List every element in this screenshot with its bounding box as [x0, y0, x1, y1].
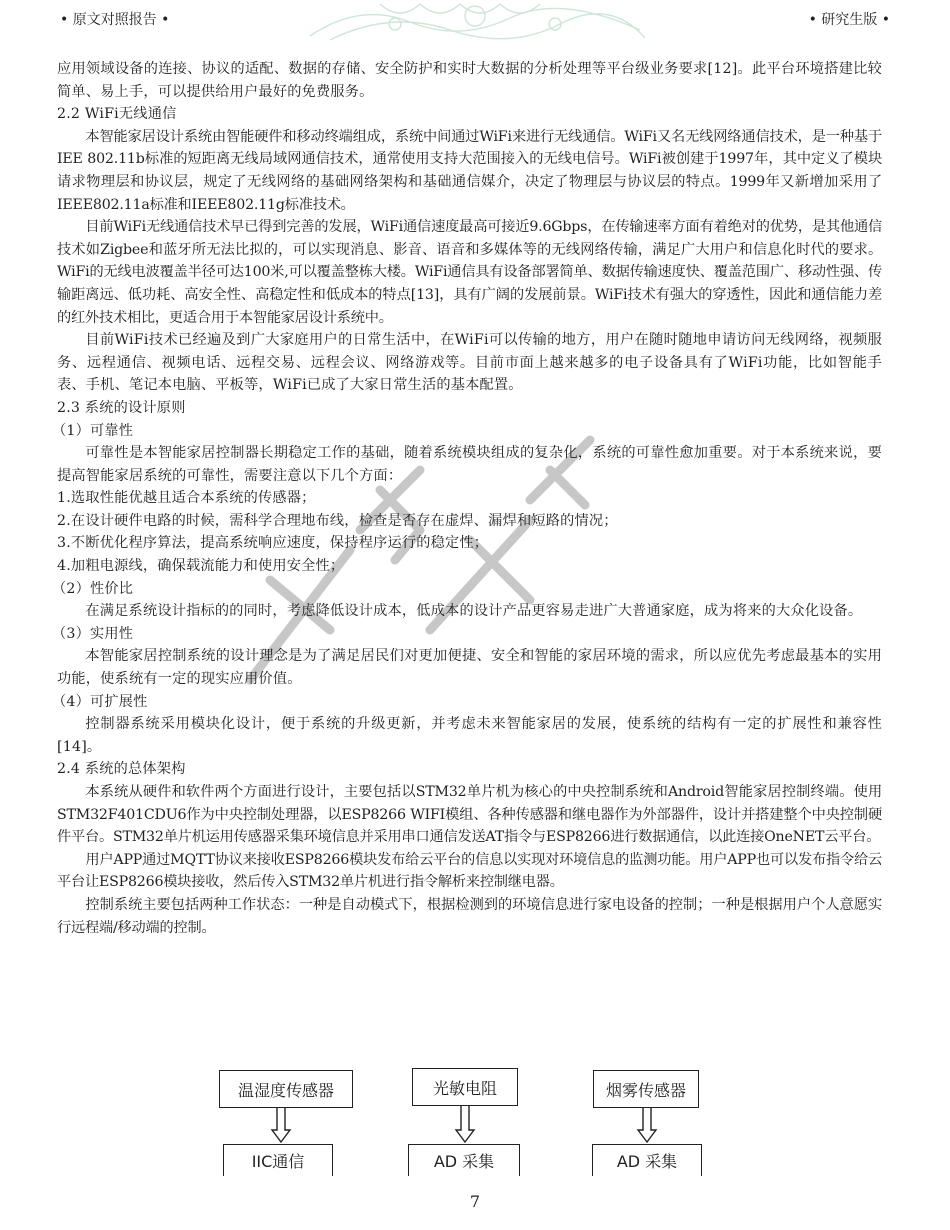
paragraph-app-mqtt: 用户APP通过MQTT协议来接收ESP8266模块发布给云平台的信息以实现对环境信息的监测功能。用户APP也可以发布指令给云平台让ESP8266模块接收，然后传入STM32单片机进行指令解析来控制继电器。: [57, 851, 882, 891]
subheading-reliability: （1）可靠性: [52, 422, 134, 439]
box-smoke-sensor: 烟雾传感器: [593, 1070, 699, 1108]
arrow-down-icon: [454, 1106, 476, 1144]
paragraph-wifi-definition: 本智能家居设计系统由智能硬件和移动终端组成，系统中间通过WiFi来进行无线通信。WiFi又名无线网络通信技术，是一种基于IEE 802.11b标准的短距离无线局域网通信技术，通常使用支持大范围接入的无线电信号。WiFi被创建于1997年，其中定义了模块请求物理层和协议层，规定了无线网络的基础网络架构和基础通信媒介，决定了物理层与协议层的特点。1999年又新增加采用了IEEE802.11a标准和IEEE802.11g标准技术。: [57, 128, 882, 213]
list-item-4: 4.加粗电源线，确保载流能力和使用安全性；: [57, 558, 345, 575]
report-header-right: • 研究生版 •: [808, 12, 890, 28]
section-heading-2-3: 2.3 系统的设计原则: [57, 399, 186, 416]
box-temp-humidity-sensor: 温湿度传感器: [219, 1070, 353, 1108]
system-block-diagram: [0, 1064, 950, 1176]
report-header-left: • 原文对照报告 •: [60, 12, 170, 28]
arrow-down-icon: [636, 1108, 658, 1144]
paragraph-cost-performance: 在满足系统设计指标的的同时，考虑降低设计成本，低成本的设计产品更容易走进广大普通家庭，成为将来的大众化设备。: [85, 603, 863, 620]
list-item-2: 2.在设计硬件电路的时候，需科学合理地布线，检查是否存在虚焊、漏焊和短路的情况；: [57, 512, 618, 529]
section-heading-2-4: 2.4 系统的总体架构: [57, 761, 186, 778]
subheading-extensibility: （4）可扩展性: [52, 693, 148, 710]
box-photoresistor: 光敏电阻: [412, 1068, 518, 1106]
paragraph-architecture: 本系统从硬件和软件两个方面进行设计，主要包括以STM32单片机为核心的中央控制系统和Android智能家居控制终端。使用STM32F401CDU6作为中央控制处理器，以ESP8266 WIFI模组、各种传感器和继电器作为外部器件，设计并搭建整个中央控制硬件平台。STM32单片机运用传感器采集环境信息并采用串口通信发送AT指令与ESP8266进行数据通信，以此连接OneNET云平台。: [57, 784, 882, 846]
list-item-1: 1.选取性能优越且适合本系统的传感器；: [57, 490, 316, 507]
paragraph-reliability: 可靠性是本智能家居控制器长期稳定工作的基础，随着系统模块组成的复杂化，系统的可靠性愈加重要。对于本系统来说，要提高智能家居系统的可靠性，需要注意以下几个方面：: [57, 445, 882, 484]
paragraph-practicality: 本智能家居控制系统的设计理念是为了满足居民们对更加便捷、安全和智能的家居环境的需求，所以应优先考虑最基本的实用功能，使系统有一定的现实应用价值。: [57, 648, 882, 688]
box-ad-acquisition-2: AD 采集: [592, 1144, 702, 1176]
box-ad-acquisition-1: AD 采集: [408, 1144, 520, 1176]
paragraph-platform-intro: 应用领域设备的连接、协议的适配、数据的存储、安全防护和实时大数据的分析处理等平台级业务要求[12]。此平台环境搭建比较简单、易上手，可以提供给用户最好的免费服务。: [57, 61, 882, 100]
paragraph-work-modes: 控制系统主要包括两种工作状态：一种是自动模式下，根据检测到的环境信息进行家电设备的控制；一种是根据用户个人意愿实行远程端/移动端的控制。: [57, 896, 882, 936]
paragraph-wifi-daily-life: 目前WiFi技术已经遍及到广大家庭用户的日常生活中，在WiFi可以传输的地方，用户在随时随地申请访问无线网络，视频服务、远程通信、视频电话、远程交易、远程会议、网络游戏等。目前市面上越来越多的电子设备具有了WiFi功能，比如智能手表、手机、笔记本电脑、平板等，WiFi已成了大家日常生活的基本配置。: [57, 332, 882, 394]
paragraph-extensibility: 控制器系统采用模块化设计，便于系统的升级更新，并考虑未来智能家居的发展，使系统的结构有一定的扩展性和兼容性[14]。: [57, 716, 882, 755]
document-body: [52, 58, 882, 939]
header-ornament: [300, 0, 650, 42]
arrow-down-icon: [270, 1108, 292, 1144]
box-iic-communication: IIC通信: [223, 1144, 333, 1176]
paragraph-wifi-advantages: 目前WiFi无线通信技术早已得到完善的发展，WiFi通信速度最高可接近9.6Gbps，在传输速率方面有着绝对的优势，是其他通信技术如Zigbee和蓝牙所无法比拟的，可以实现消息、影音、语音和多媒体等的无线网络传输，满足广大用户和信息化时代的要求。WiFi的无线电波覆盖半径可达100米,可以覆盖整栋大楼。WiFi通信具有设备部署简单、数据传输速度快、覆盖范围广、移动性强、传输距离远、低功耗、高安全性、高稳定性和低成本的特点[13]，具有广阔的发展前景。WiFi技术有强大的穿透性，因此和通信能力差的红外技术相比，更适合用于本智能家居设计系统中。: [57, 219, 882, 326]
subheading-cost-performance: （2）性价比: [52, 580, 134, 597]
section-heading-2-2: 2.2 WiFi无线通信: [57, 106, 177, 123]
list-item-3: 3.不断优化程序算法，提高系统响应速度，保持程序运行的稳定性；: [57, 535, 489, 552]
page-number: 7: [469, 1192, 481, 1211]
subheading-practicality: （3）实用性: [52, 625, 134, 642]
